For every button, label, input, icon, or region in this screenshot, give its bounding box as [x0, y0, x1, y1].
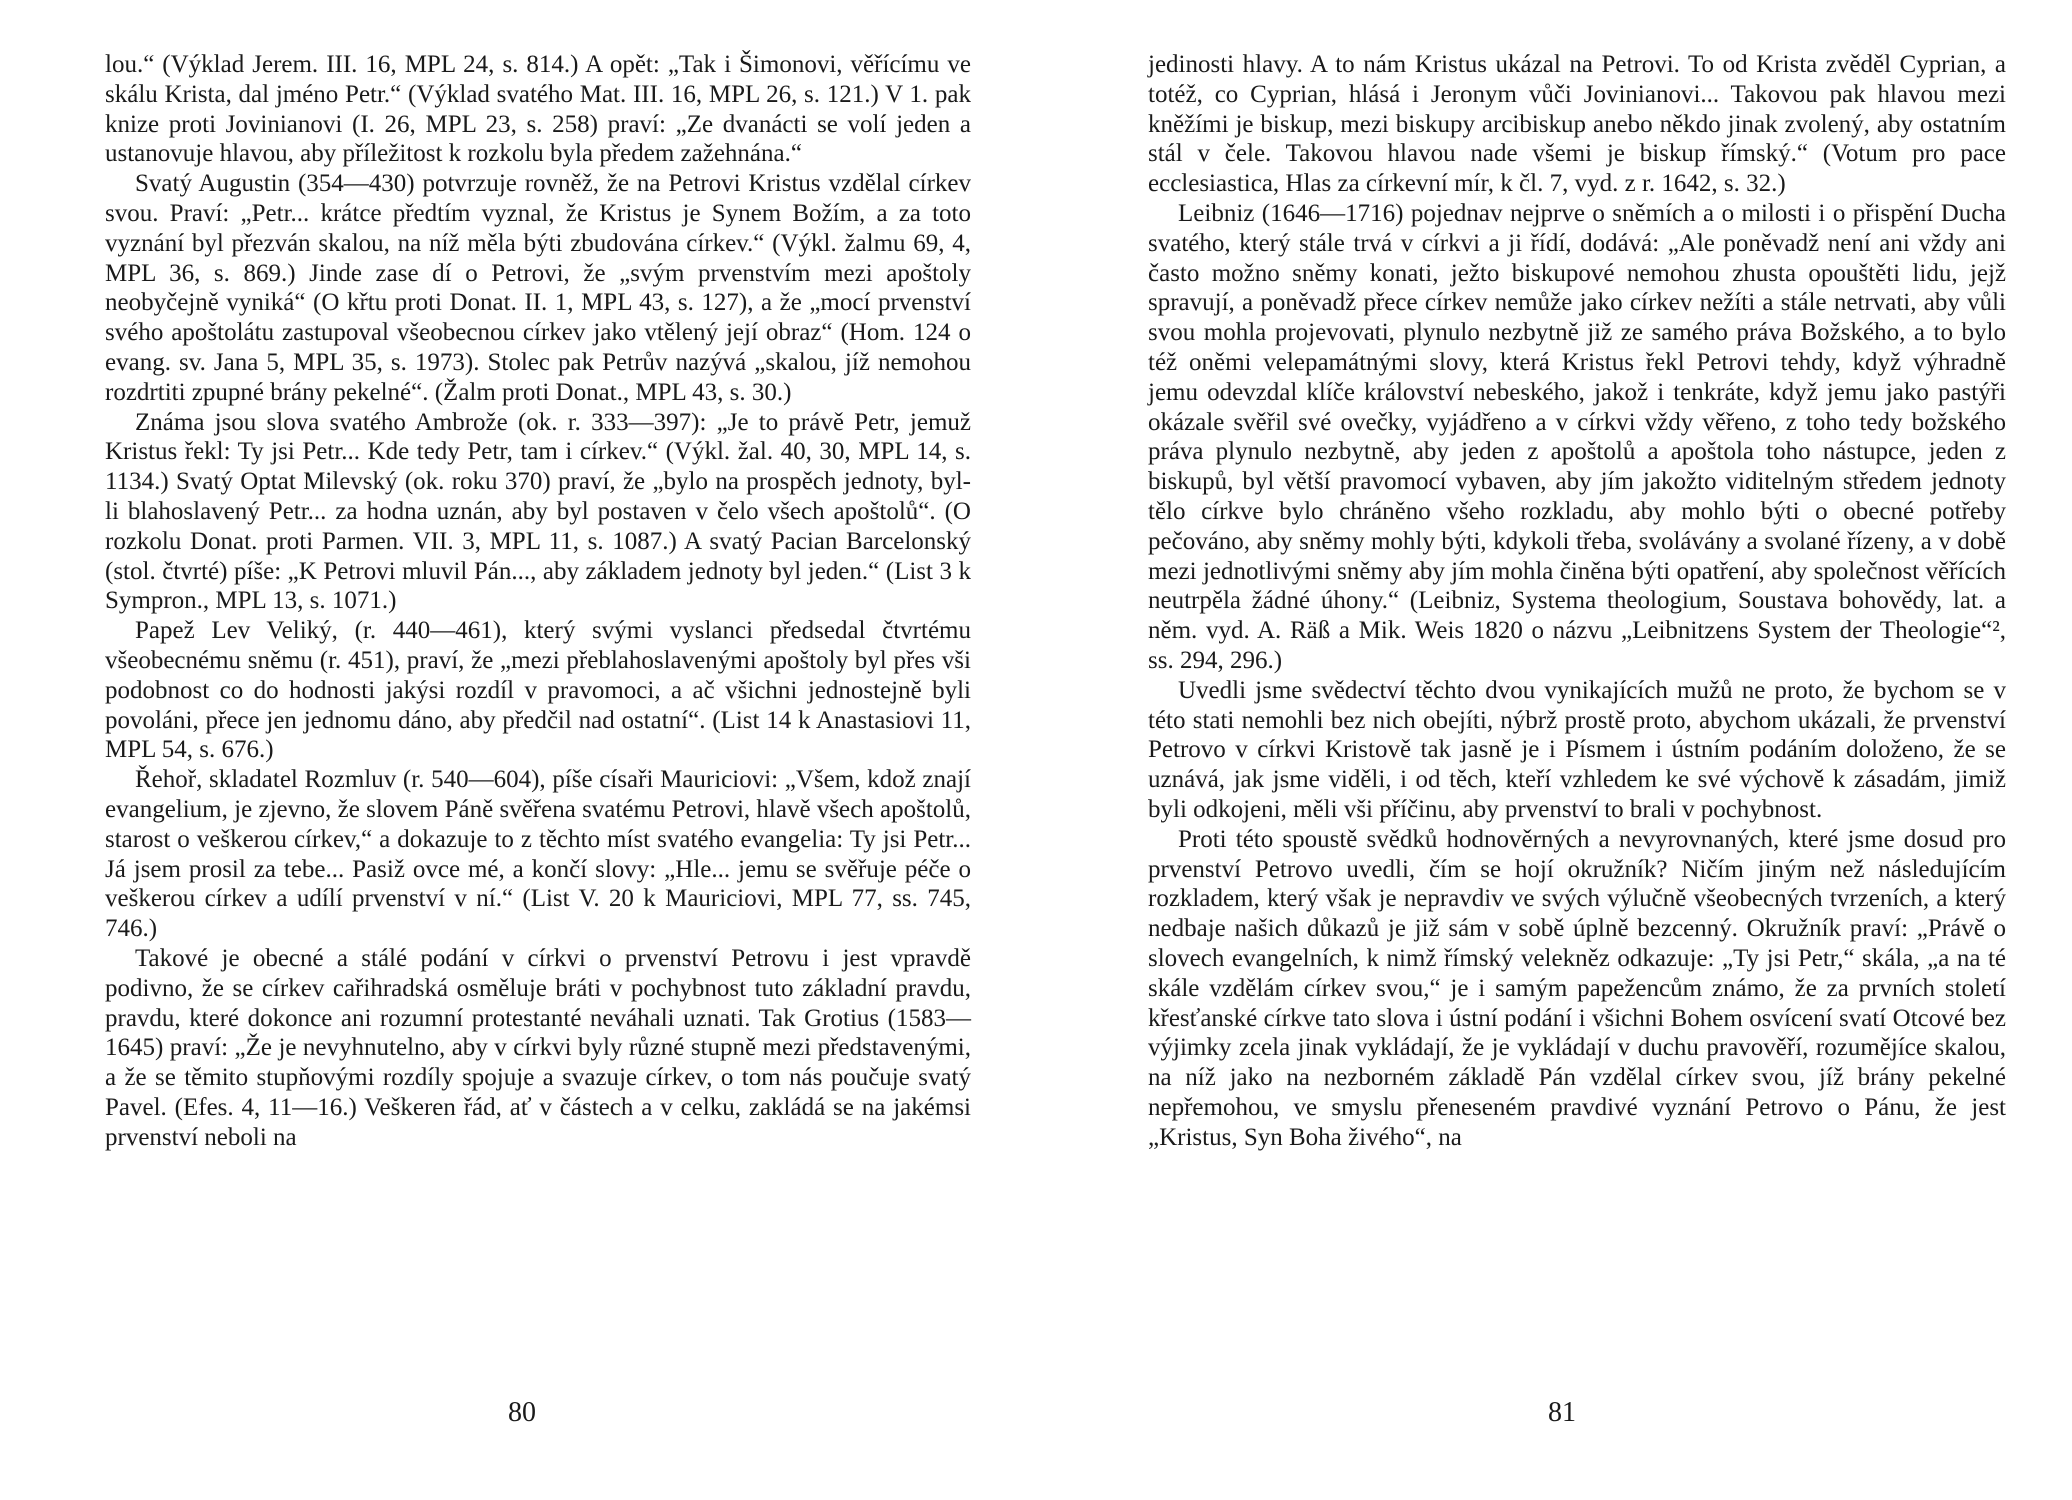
paragraph: Uvedli jsme svědectví těchto dvou vynikajících mužů ne proto, že bychom se v této stati nemohli bez nich obejíti, nýbrž prostě proto, abychom ukázali, že prvenství Petrovo v církvi Kristově tak jasně je i Písmem i ústním podáním doloženo, že se uznává, jak jsme viděli, i od těch, kteří vzhledem ke své výchově k zásadám, jimiž byli odkojeni, měli vši příčinu, aby prvenství to brali v pochybnost. [1148, 676, 2006, 823]
paragraph: jedinosti hlavy. A to nám Kristus ukázal na Petrovi. To od Krista zvěděl Cyprian, a totéž, co Cyprian, hlásá i Jeronym vůči Jovinianovi... Takovou pak hlavou mezi kněžími je biskup, mezi biskupy arcibiskup anebo někdo jinak zvolený, aby ostatním stál v čele. Takovou hlavou nade všemi je biskup římský.“ (Votum pro pace ecclesiastica, Hlas za církevní mír, k čl. 7, vyd. z r. 1642, s. 32.) [1148, 51, 2006, 198]
page-number-right: 81 [1548, 1397, 1576, 1428]
paragraph: Proti této spoustě svědků hodnověrných a nevyrovnaných, které jsme dosud pro prvenství Petrovo uvedli, čím se hojí okružník? Ničím jiným než následujícím rozkladem, který však je nepravdiv ve svých výlučně všeobecných tvrzeních, a který nedbaje našich důkazů je již sám v sobě úplně bezcenný. Okružník praví: „Právě o slovech evangelních, k nimž římský velekněz odkazuje: „Ty jsi Petr,“ skála, „a na té skále vzdělám církev svou,“ je i samým papežencům známo, že za prvních století křesťanské církve tato slova i ústní podání i všichni Bohem osvícení svatí Otcové bez výjimky zcela jinak vykládají, že je vykládají v duchu pravověří, rozumějíce skalou, na níž jako na nezborném základě Pán vzdělal církev svou, jíž brány pekelné nepřemohou, ve smyslu přeneseném pravdivé vyznání Petrovo o Pánu, že jest „Kristus, Syn Boha živého“, na [1148, 825, 2006, 1151]
page-number-left: 80 [508, 1397, 536, 1428]
paragraph: Papež Lev Veliký, (r. 440—461), který svými vyslanci předsedal čtvrtému všeobecnému sněmu (r. 451), praví, že „mezi přeblahoslavenými apoštoly byl přes vši podobnost co do hodnosti jakýsi rozdíl v pravomoci, a ač všichni jednostejně byli povoláni, přece jen jednomu dáno, aby předčil nad ostatní“. (List 14 k Anastasiovi 11, MPL 54, s. 676.) [105, 617, 971, 764]
left-page-text [105, 50, 971, 1152]
paragraph: lou.“ (Výklad Jerem. III. 16, MPL 24, s. 814.) A opět: „Tak i Šimonovi, věřícímu ve skálu Krista, dal jméno Petr.“ (Výklad svatého Mat. III. 16, MPL 26, s. 121.) V 1. pak knize proti Jovinianovi (I. 26, MPL 23, s. 258) praví: „Ze dvanácti se volí jeden a ustanovuje hlavou, aby příležitost k rozkolu byla předem zažehnána.“ [105, 51, 971, 168]
paragraph: Řehoř, skladatel Rozmluv (r. 540—604), píše císaři Mauriciovi: „Všem, kdož znají evangelium, je zjevno, že slovem Páně svěřena svatému Petrovi, hlavě všech apoštolů, starost o veškerou církev,“ a dokazuje to z těchto míst svatého evangelia: Ty jsi Petr... Já jsem prosil za tebe... Pasiž ovce mé, a končí slovy: „Hle... jemu se svěřuje péče o veškerou církev a udílí prvenství v ní.“ (List V. 20 k Mauriciovi, MPL 77, ss. 745, 746.) [105, 766, 971, 943]
right-page-text [1148, 50, 2006, 1152]
paragraph: Svatý Augustin (354—430) potvrzuje rovněž, že na Petrovi Kristus vzdělal církev svou. Praví: „Petr... krátce předtím vyznal, že Kristus je Synem Božím, a za toto vyznání byl přezván skalou, na níž měla býti zbudována církev.“ (Výkl. žalmu 69, 4, MPL 36, s. 869.) Jinde zase dí o Petrovi, že „svým prvenstvím mezi apoštoly neobyčejně vyniká“ (O křtu proti Donat. II. 1, MPL 43, s. 127), a že „mocí prvenství svého apoštolátu zastupoval všeobecnou církev jako vtělený její obraz“ (Hom. 124 o evang. sv. Jana 5, MPL 35, s. 1973). Stolec pak Petrův nazývá „skalou, jíž nemohou rozdrtiti zpupné brány pekelné“. (Žalm proti Donat., MPL 43, s. 30.) [105, 170, 971, 406]
right-page [1148, 50, 2006, 1152]
paragraph: Takové je obecné a stálé podání v církvi o prvenství Petrovu i jest vpravdě podivno, že se církev cařihradská osměluje bráti v pochybnost tuto základní pravdu, pravdu, které dokonce ani rozumní protestanté neváhali uznati. Tak Grotius (1583—1645) praví: „Že je nevyhnutelno, aby v církvi byly různé stupně mezi představenými, a že se těmito stupňovými rozdíly spojuje a svazuje církev, o tom nás poučuje svatý Pavel. (Efes. 4, 11—16.) Veškeren řád, ať v částech a v celku, zakládá se na jakémsi prvenství neboli na [105, 944, 971, 1151]
paragraph: Známa jsou slova svatého Ambrože (ok. r. 333—397): „Je to právě Petr, jemuž Kristus řekl: Ty jsi Petr... Kde tedy Petr, tam i církev.“ (Výkl. žal. 40, 30, MPL 14, s. 1134.) Svatý Optat Milevský (ok. roku 370) praví, že „bylo na prospěch jednoty, byl-li blahoslavený Petr... za hodna uznán, aby byl postaven v čelo všech apoštolů“. (O rozkolu Donat. proti Parmen. VII. 3, MPL 11, s. 1087.) A svatý Pacian Barcelonský (stol. čtvrté) píše: „K Petrovi mluvil Pán..., aby základem jednoty byl jeden.“ (List 3 k Sympron., MPL 13, s. 1071.) [105, 408, 971, 615]
paragraph: Leibniz (1646—1716) pojednav nejprve o sněmích a o milosti i o přispění Ducha svatého, který stále trvá v církvi a ji řídí, dodává: „Ale poněvadž není ani vždy ani často možno sněmy konati, ježto biskupové nemohou zhusta opouštěti lidu, jejž spravují, a poněvadž přece církev nemůže jako církev nežíti a stále netrvati, aby vůli svou mohla projevovati, plynulo nezbytně již ze samého práva Božského, a to bylo též oněmi velepamátnými slovy, která Kristus řekl Petrovi tehdy, když výhradně jemu odevzdal klíče království nebeského, jakož i tenkráte, když jemu jako pastýři okázale svěřil své ovečky, vyjádřeno a v církvi vždy věřeno, z toho tedy božského práva plynulo nezbytně, aby jeden z apoštolů a apoštola toho nástupce, jeden z biskupů, byl větší pravomocí vybaven, aby jím jakožto viditelným středem jednoty tělo církve bylo chráněno všeho rozkladu, aby mohlo býti o obecné potřeby pečováno, aby sněmy mohly býti, kdykoli třeba, svolávány a svolané řízeny, a v době mezi jednotlivými sněmy aby jím mohla činěna býti opatření, aby společnost věřících neutrpěla žádné úhony.“ (Leibniz, Systema theologium, Soustava bohovědy, lat. a něm. vyd. A. Räß a Mik. Weis 1820 o názvu „Leibnitzens System der Theologie“², ss. 294, 296.) [1148, 199, 2006, 674]
left-page [105, 50, 971, 1152]
